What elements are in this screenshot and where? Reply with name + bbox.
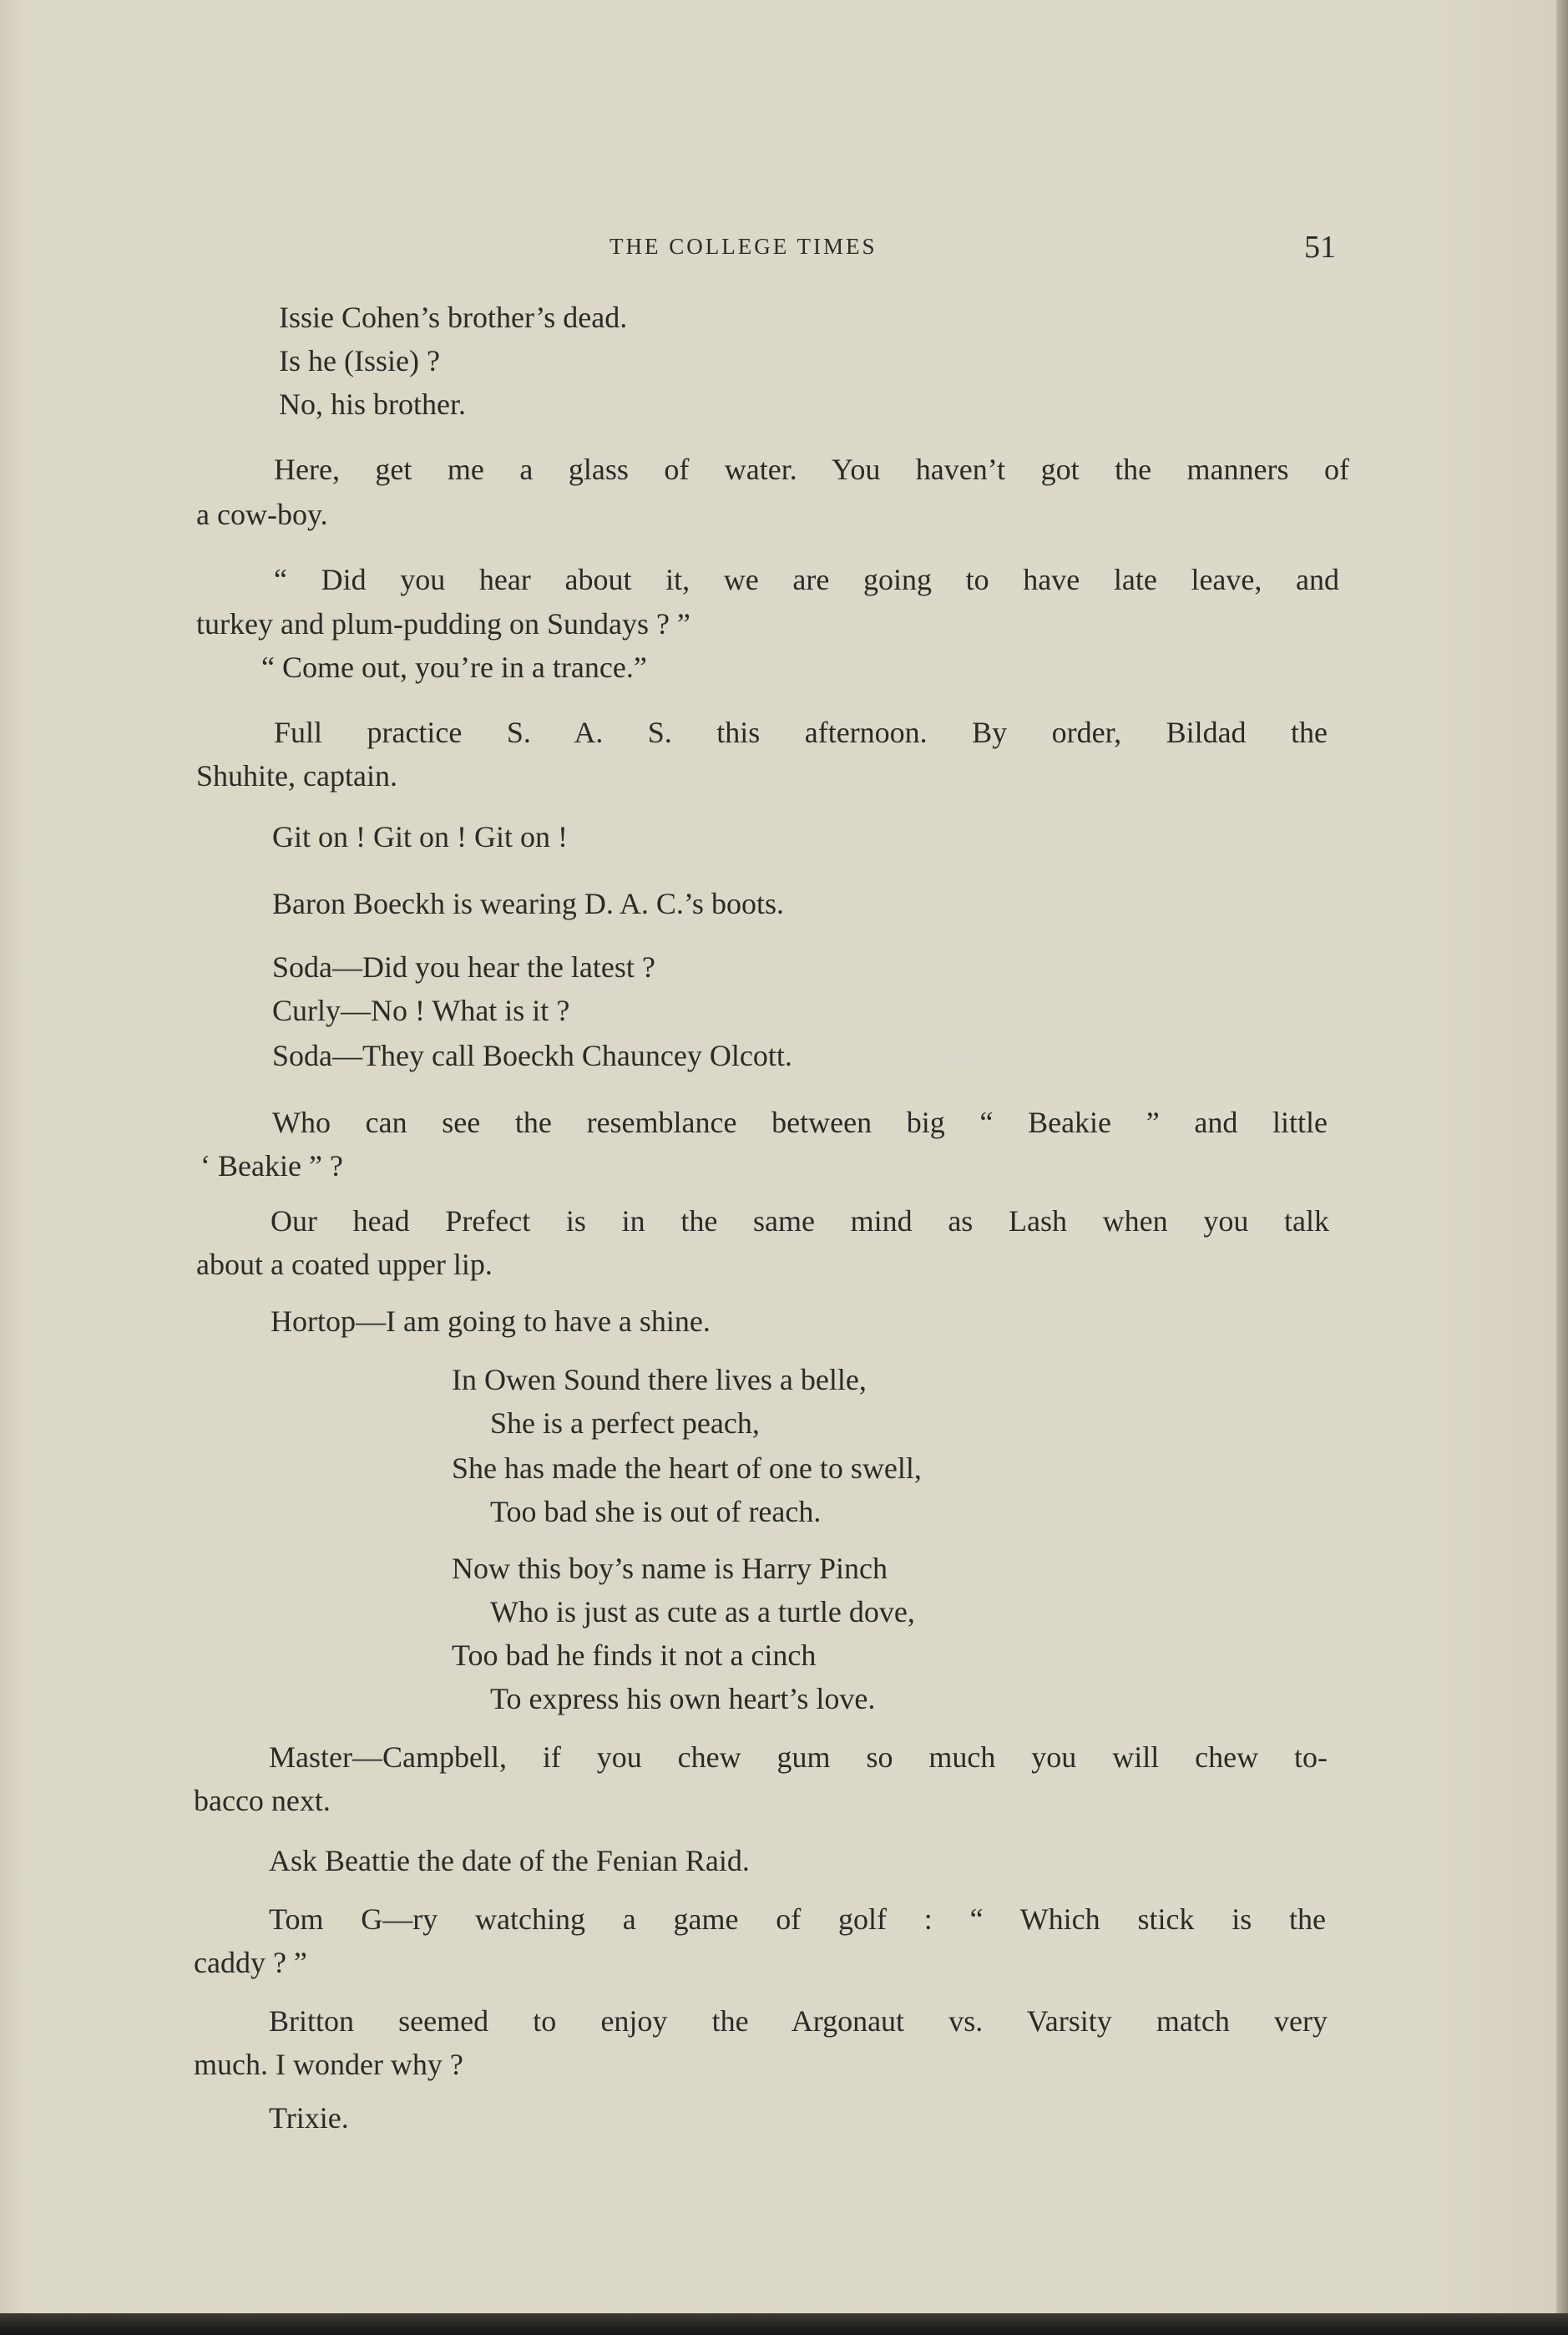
text-line: Curly—No ! What is it ?: [272, 994, 570, 1027]
text-line: No, his brother.: [279, 387, 466, 421]
text-line: Here, get me a glass of water. You haven’t got the manners of: [274, 453, 1349, 486]
text-line: turkey and plum-pudding on Sundays ? ”: [196, 607, 690, 641]
verse-line: Who is just as cute as a turtle dove,: [490, 1595, 915, 1628]
verse-line: In Owen Sound there lives a belle,: [452, 1363, 867, 1396]
page-number: 51: [1304, 230, 1336, 265]
text-line: Ask Beattie the date of the Fenian Raid.: [269, 1844, 750, 1877]
verse-line: Too bad she is out of reach.: [490, 1495, 822, 1528]
text-line: a cow-boy.: [196, 498, 328, 531]
verse-line: To express his own heart’s love.: [490, 1682, 876, 1715]
page-edge-right: [1556, 0, 1568, 2335]
text-line: Trixie.: [269, 2101, 349, 2135]
text-line: Git on ! Git on ! Git on !: [272, 820, 568, 853]
text-line: about a coated upper lip.: [196, 1248, 493, 1281]
text-line: Soda—They call Boeckh Chauncey Olcott.: [272, 1039, 792, 1072]
page-edge-bottom: [0, 2313, 1568, 2335]
text-line: Hortop—I am going to have a shine.: [271, 1304, 711, 1338]
verse-line: Now this boy’s name is Harry Pinch: [452, 1552, 888, 1585]
text-line: bacco next.: [194, 1784, 331, 1817]
text-line: Our head Prefect is in the same mind as Lash when you talk: [271, 1204, 1329, 1238]
text-line: Baron Boeckh is wearing D. A. C.’s boots.: [272, 887, 784, 920]
text-line: Tom G—ry watching a game of golf : “ Which stick is the: [269, 1902, 1326, 1936]
page-header: [0, 230, 1568, 267]
verse-line: She has made the heart of one to swell,: [452, 1451, 922, 1485]
text-line: “ Did you hear about it, we are going to have late leave, and: [274, 563, 1339, 596]
text-line: Shuhite, captain.: [196, 759, 397, 793]
text-line: Soda—Did you hear the latest ?: [272, 950, 655, 984]
text-line: ‘ Beakie ” ?: [200, 1149, 343, 1183]
text-line: Who can see the resemblance between big “ Beakie ” and little: [272, 1106, 1328, 1139]
verse-line: Too bad he finds it not a cinch: [452, 1639, 817, 1672]
text-line: much. I wonder why ?: [194, 2048, 463, 2081]
text-line: Is he (Issie) ?: [279, 344, 440, 377]
text-line: Master—Campbell, if you chew gum so much you will chew to-: [269, 1740, 1328, 1774]
text-line: Issie Cohen’s brother’s dead.: [279, 301, 628, 334]
running-title: THE COLLEGE TIMES: [609, 234, 878, 259]
verse-line: She is a perfect peach,: [490, 1406, 760, 1440]
text-line: caddy ? ”: [194, 1946, 307, 1979]
text-line: Full practice S. A. S. this afternoon. By order, Bildad the: [274, 716, 1328, 749]
text-line: Britton seemed to enjoy the Argonaut vs. Varsity match very: [269, 2004, 1328, 2038]
text-line: “ Come out, you’re in a trance.”: [261, 651, 647, 684]
